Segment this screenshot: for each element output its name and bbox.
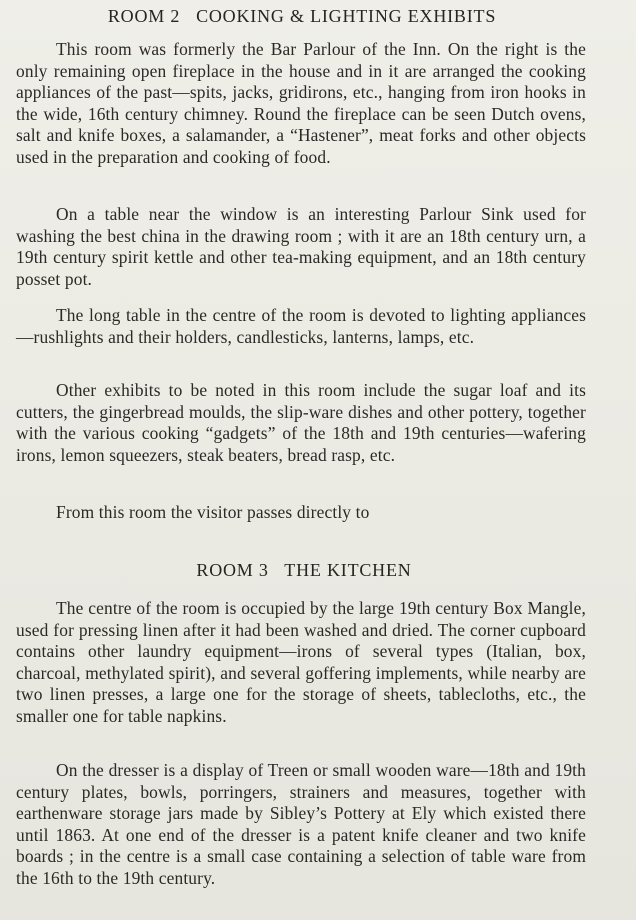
room-2-paragraph-4: Other exhibits to be noted in this room include the sugar loaf and its cutters, the gingerbread moulds, the slip-ware dishes and other pottery, together with the various cooking “gadgets” of the 18th and 19th centuries—wafering irons, lemon squeezers, steak beaters, bread rasp, etc. <box>16 380 586 465</box>
room-2-paragraph-1: This room was formerly the Bar Parlour of the Inn. On the right is the only remaining open fireplace in the house and in it are arranged the cooking appliances of the past—spits, jacks, gridirons, etc., hanging from iron hooks in the wide, 16th century chimney. Round the fireplace can be seen Dutch ovens, salt and knife boxes, a salamander, a “Hastener”, meat forks and other objects used in the preparation and cooking of food. <box>16 39 586 167</box>
room-2-paragraph-2: On a table near the window is an interesting Parlour Sink used for washing the best china in the drawing room ; with it are an 18th century urn, a 19th century spirit kettle and other tea-making equipment, and an 18th century posset pot. <box>16 204 586 289</box>
room-3-paragraph-2: On the dresser is a display of Treen or small wooden ware—18th and 19th century plates, bowls, porringers, strainers and measures, together with earthenware storage jars made by Sibley’s Pottery at Ely which existed there until 1863. At one end of the dresser is a patent knife cleaner and two knife boards ; in the centre is a small case containing a selection of table ware from the 16th to the 19th century. <box>16 760 586 888</box>
room-2-paragraph-3: The long table in the centre of the room is devoted to lighting appliances—rushlights and their holders, candlesticks, lanterns, lamps, etc. <box>16 305 586 347</box>
room-2-heading: ROOM 2 COOKING & LIGHTING EXHIBITS <box>107 6 497 26</box>
room-3-heading: ROOM 3 THE KITCHEN <box>196 560 412 580</box>
room-2-paragraph-5: From this room the visitor passes directly to <box>56 502 370 522</box>
room-3-paragraph-1: The centre of the room is occupied by the large 19th century Box Mangle, used for pressing linen after it had been washed and dried. The corner cupboard contains other laundry equipment—irons of several types (Italian, box, charcoal, methylated spirit), and several goffering implements, while nearby are two linen presses, a large one for the storage of sheets, tablecloths, etc., the smaller one for table napkins. <box>16 598 586 726</box>
